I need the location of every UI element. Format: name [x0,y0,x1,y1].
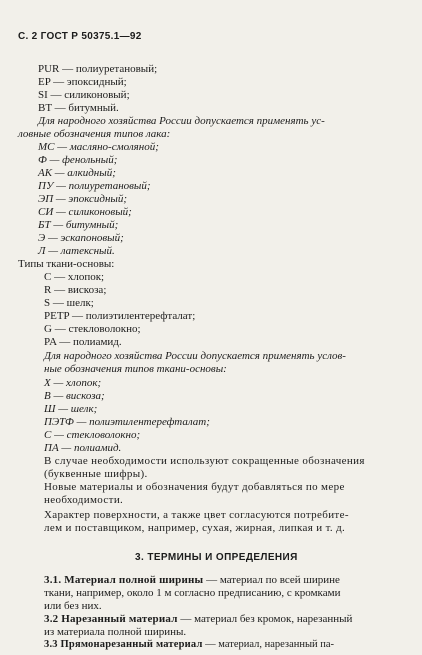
lacquer-type: ПУ — полиуретановый; [38,180,151,192]
note-lacquer-line: ловные обозначения типов лака: [18,128,171,140]
paragraph-line: (буквенные шифры). [44,468,148,480]
abbr-line: BT — битумный. [38,102,119,114]
lacquer-type: СИ — силиконовый; [38,206,132,218]
fabric-type-ru: ПЭТФ — полиэтилентерефталат; [44,416,210,428]
note-lacquer-line: Для народного хозяйства России допускается применять ус- [38,115,325,127]
definition-first-line [44,574,340,587]
paragraph-line: Новые материалы и обозначения будут добавляться по мере [44,481,345,493]
lacquer-type: Ф — фенольный; [38,154,118,166]
fabric-type-ru: В — вискоза; [44,390,105,402]
fabric-type: PETP — полиэтилентерефталат; [44,310,196,322]
abbr-line: SI — силиконовый; [38,89,130,101]
definition-line: или без них. [44,600,102,612]
abbr-line: PUR — полиуретановый; [38,63,158,75]
section-title: 3. ТЕРМИНЫ И ОПРЕДЕЛЕНИЯ [135,552,298,563]
paragraph-line: необходимости. [44,494,124,506]
note-fabric-line: Для народного хозяйства России допускается применять услов- [44,350,346,362]
definition-text: — материал по всей ширине [203,574,340,586]
definition-term: 3.2 Нарезанный материал [44,613,178,625]
abbr-line: EP — эпоксидный; [38,76,127,88]
definition-text: — материал, нарезанный па- [202,639,335,650]
lacquer-type: МС — масляно-смоляной; [38,141,159,153]
paragraph-line: В случае необходимости используют сокращенные обозначения [44,455,365,467]
fabric-type-ru: ПА — полиамид. [44,442,122,454]
paragraph-line: Характер поверхности, а также цвет согласуются потребите- [44,509,349,521]
lacquer-type: Э — эскапоновый; [38,232,124,244]
lacquer-type: БТ — битумный; [38,219,119,231]
definition-first-line [44,638,334,651]
definition-text: — материал без кромок, нарезанный [177,613,353,625]
note-fabric-line: ные обозначения типов ткани-основы: [44,363,227,375]
definition-term: 3.3 Прямонарезанный материал [44,639,203,650]
fabric-type-ru: Х — хлопок; [44,377,102,389]
definition-line: ткани, например, около 1 м согласно предписанию, с кромками [44,587,341,599]
fabric-type: G — стекловолокно; [44,323,141,335]
lacquer-type: ЭП — эпоксидный; [38,193,128,205]
fabric-type: PA — полиамид. [44,336,122,348]
paragraph-line: лем и поставщиком, например, сухая, жирная, липкая и т. д. [44,522,346,534]
page-header: С. 2 ГОСТ Р 50375.1—92 [18,31,142,42]
lacquer-type: АК — алкидный; [38,167,116,179]
definition-first-line [44,613,352,626]
definition-line: из материала полной ширины. [44,626,187,638]
lacquer-type: Л — латексный. [38,245,115,257]
fabric-heading: Типы ткани-основы: [18,258,115,270]
fabric-type-ru: С — стекловолокно; [44,429,141,441]
fabric-type-ru: Ш — шелк; [44,403,98,415]
definition-term: 3.1. Материал полной ширины [44,574,204,586]
fabric-type: R — вискоза; [44,284,107,296]
fabric-type: S — шелк; [44,297,94,309]
fabric-type: С — хлопок; [44,271,105,283]
